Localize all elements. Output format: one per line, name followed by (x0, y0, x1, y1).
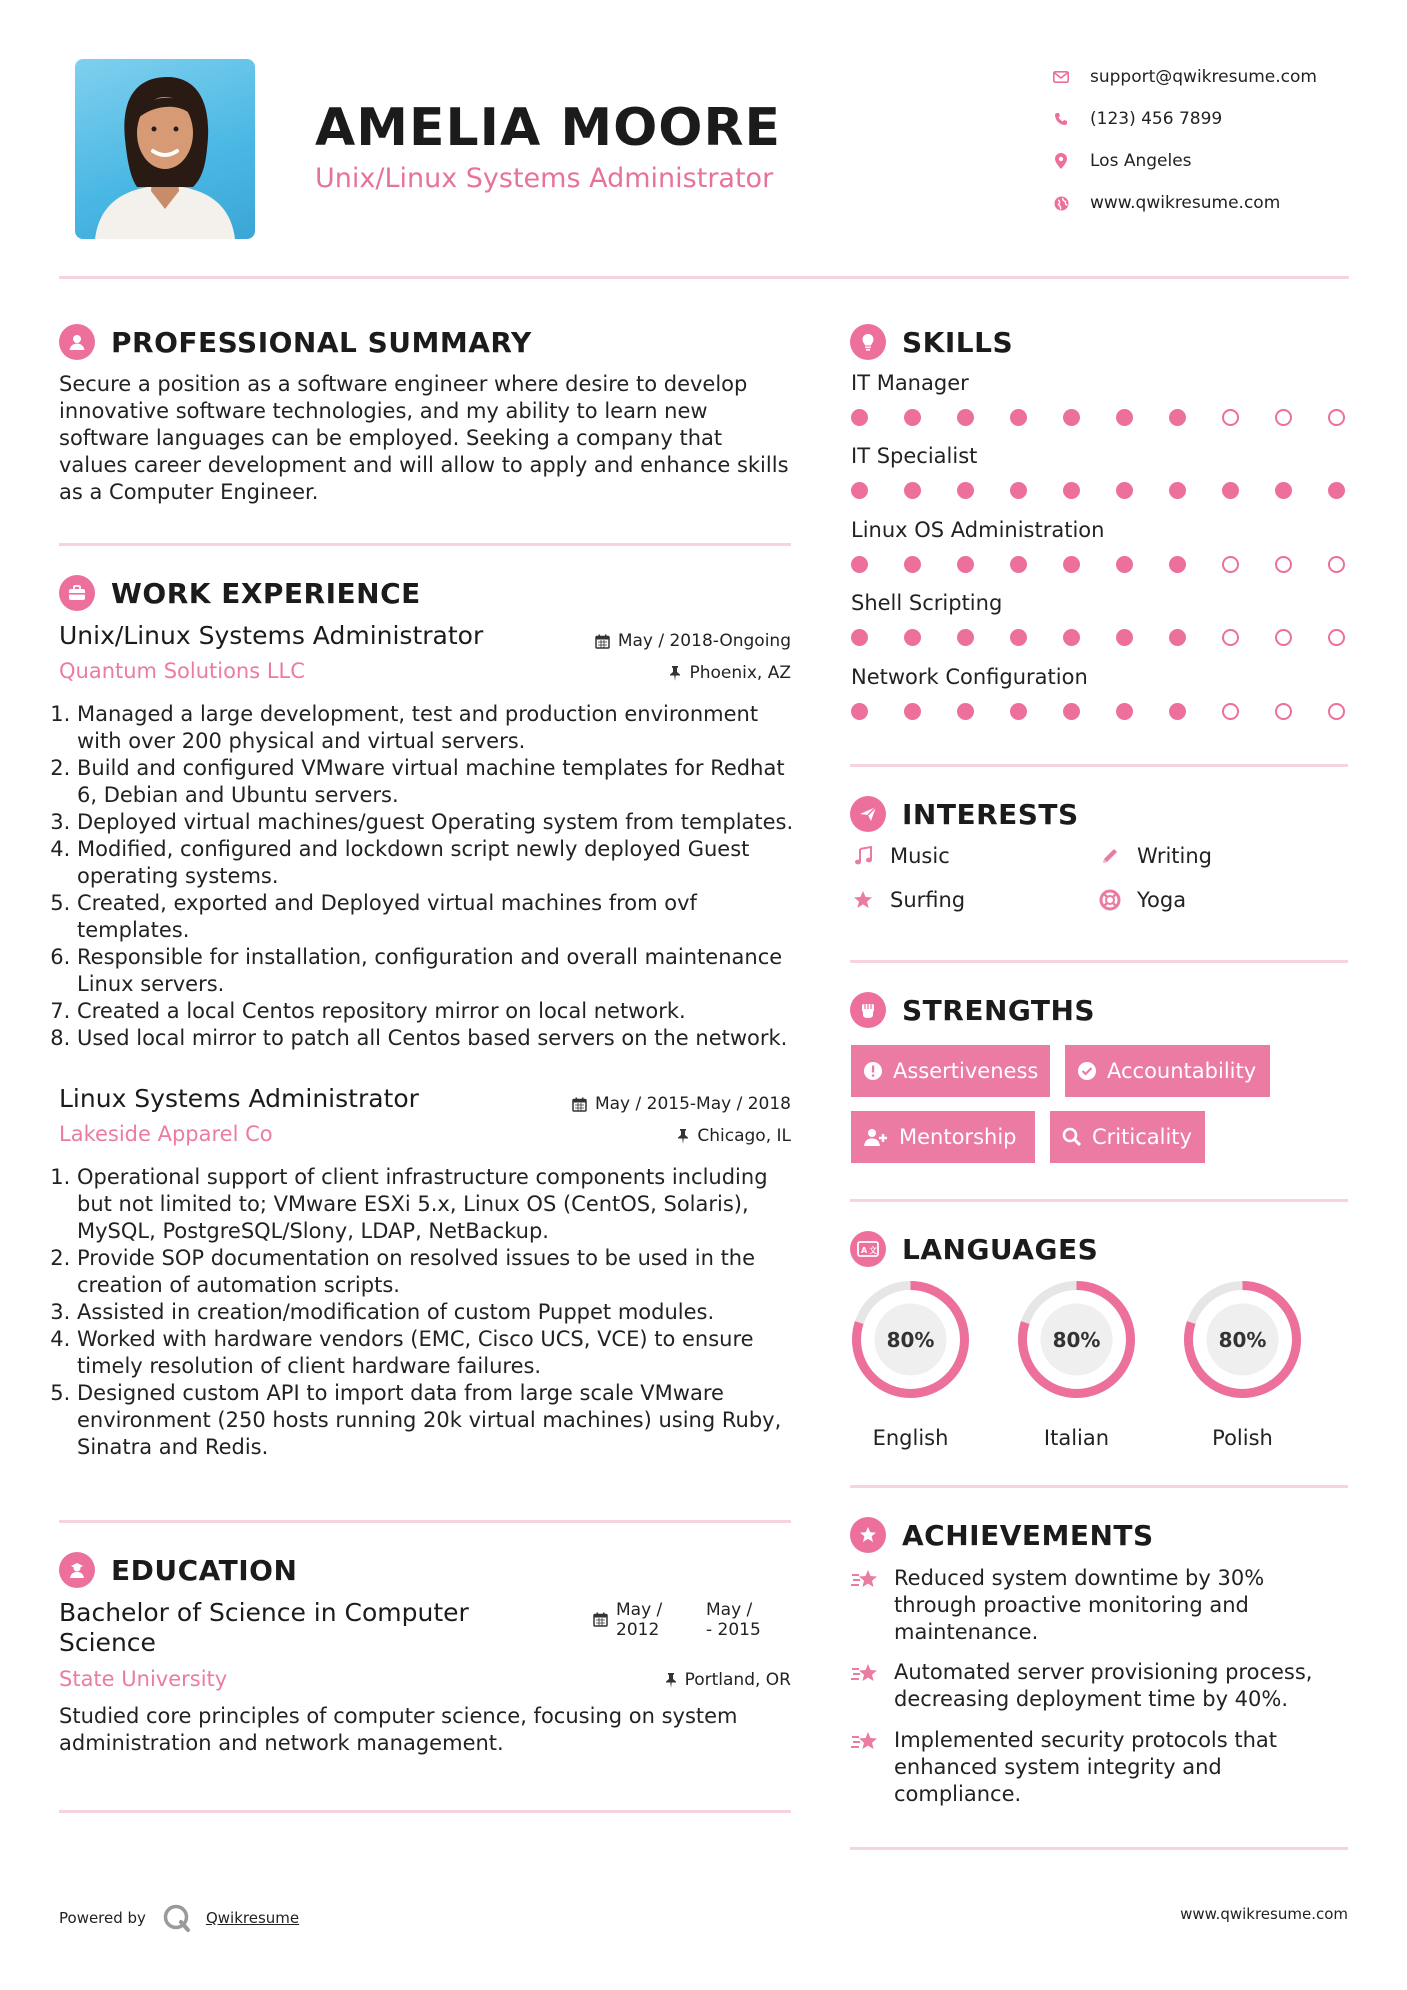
user-icon (59, 324, 95, 360)
briefcase-icon (59, 575, 95, 611)
interests-heading (850, 796, 1079, 832)
list-item: 1. Managed a large development, test and production environment with over 200 physical and virtual servers. (77, 701, 799, 755)
music-note-icon (850, 846, 876, 866)
strength-criticality-label: Criticality (1092, 1125, 1192, 1149)
skill-dot (851, 482, 868, 499)
skill-dot (957, 409, 974, 426)
skill-dot (1063, 409, 1080, 426)
job-1-company: Quantum Solutions LLC (59, 659, 305, 683)
job-2-location (677, 1126, 791, 1146)
contact-email[interactable] (1050, 56, 1317, 98)
list-item: 1. Operational support of client infrastructure components including but not limited to; VMware ESXi 5.x, Linux OS (CentOS, Solaris), MySQL, PostgreSQL/Slony, LDAP, NetBackup. (77, 1164, 799, 1245)
language-italian-percent: 80% (1052, 1328, 1101, 1352)
contact-phone-text: (123) 456 7899 (1090, 109, 1223, 129)
list-item: 2. Provide SOP documentation on resolved issues to be used in the creation of automation scripts. (77, 1245, 799, 1299)
interest-writing-label: Writing (1137, 844, 1212, 868)
skill-dot (1275, 703, 1292, 720)
fist-icon (850, 992, 886, 1028)
lifebuoy-icon (1097, 889, 1123, 911)
skill-dot (957, 482, 974, 499)
graduation-icon (59, 1552, 95, 1588)
skill-dot (1222, 482, 1239, 499)
skill-dot (904, 629, 921, 646)
achievement-3-text: Implemented security protocols that enhanced system integrity and compliance. (894, 1728, 1278, 1806)
skill-dot (851, 629, 868, 646)
skill-dot (957, 703, 974, 720)
languages-title: LANGUAGES (902, 1232, 1099, 1266)
pushpin-icon (669, 666, 681, 681)
profile-photo (75, 59, 255, 239)
skill-dot (1010, 629, 1027, 646)
pushpin-icon (665, 1673, 677, 1688)
skill-dot (1010, 482, 1027, 499)
skill-dot (1328, 629, 1345, 646)
language-polish-ring (1180, 1277, 1305, 1402)
language-polish-percent: 80% (1218, 1328, 1267, 1352)
strength-accountability-label: Accountability (1107, 1059, 1257, 1083)
header-divider (59, 276, 1349, 279)
skill-2-name: IT Specialist (851, 444, 978, 468)
experience-title: WORK EXPERIENCE (111, 576, 421, 610)
skill-dot (1169, 629, 1186, 646)
achievement-1 (850, 1565, 1330, 1646)
candidate-role: Unix/Linux Systems Administrator (315, 163, 774, 194)
skill-dot (1169, 556, 1186, 573)
job-2-location-text: Chicago, IL (697, 1126, 791, 1146)
achievements-heading (850, 1517, 1154, 1553)
interest-music (850, 844, 950, 868)
job-2-title: Linux Systems Administrator (59, 1084, 419, 1113)
translate-icon (850, 1231, 886, 1267)
skill-dot (1222, 629, 1239, 646)
powered-by-text: Powered by (59, 1909, 146, 1927)
education-date-end (706, 1600, 761, 1640)
education-start-month: May / (616, 1600, 663, 1620)
skills-title: SKILLS (902, 325, 1014, 359)
language-english (848, 1277, 973, 1450)
education-location (665, 1670, 791, 1690)
language-english-percent: 80% (886, 1328, 935, 1352)
globe-icon (1050, 192, 1072, 214)
list-item: 8. Used local mirror to patch all Centos based servers on the network. (77, 1025, 799, 1052)
job-1-location-text: Phoenix, AZ (689, 663, 791, 683)
skill-dot (957, 629, 974, 646)
school-name: State University (59, 1667, 228, 1691)
list-item: 5. Created, exported and Deployed virtual machines from ovf templates. (77, 890, 799, 944)
strength-mentorship (851, 1111, 1035, 1163)
contact-location-text: Los Angeles (1090, 151, 1192, 171)
calendar-icon (572, 1097, 587, 1112)
language-english-ring (848, 1277, 973, 1402)
skill-dot (1222, 556, 1239, 573)
skill-dot (1275, 409, 1292, 426)
skill-dot (1222, 703, 1239, 720)
star-badge-icon (850, 1517, 886, 1553)
strength-assertiveness-label: Assertiveness (893, 1059, 1039, 1083)
skill-dot (1063, 629, 1080, 646)
skill-3-name: Linux OS Administration (851, 518, 1105, 542)
achievement-1-text: Reduced system downtime by 30% through proactive monitoring and maintenance. (894, 1566, 1265, 1644)
user-plus-icon (863, 1127, 889, 1147)
svg-text:A: A (861, 1246, 868, 1255)
education-heading (59, 1552, 297, 1588)
skill-4-name: Shell Scripting (851, 591, 1003, 615)
language-polish (1180, 1277, 1305, 1450)
experience-heading (59, 575, 421, 611)
skill-dot (1063, 703, 1080, 720)
experience-divider (59, 1520, 791, 1523)
shooting-star-icon (850, 1727, 882, 1808)
education-divider (59, 1810, 791, 1813)
job-1-location (669, 663, 791, 683)
footer-powered-by (59, 1903, 299, 1933)
achievement-3 (850, 1727, 1330, 1808)
education-end-year: - 2015 (706, 1620, 761, 1640)
lightbulb-icon (850, 324, 886, 360)
skill-dot (1010, 703, 1027, 720)
skill-dot (1063, 556, 1080, 573)
skill-dot (904, 703, 921, 720)
education-location-text: Portland, OR (684, 1670, 791, 1690)
skill-1-name: IT Manager (851, 371, 969, 395)
interest-surfing (850, 888, 965, 912)
skill-dot (1116, 629, 1133, 646)
skill-2-rating (851, 482, 1345, 499)
job-1-date (595, 631, 791, 651)
summary-divider (59, 543, 791, 546)
education-end-month: May / (706, 1600, 753, 1620)
skill-3-rating (851, 556, 1345, 573)
phone-icon (1050, 108, 1072, 130)
svg-text:文: 文 (869, 1246, 878, 1255)
contact-list (1050, 56, 1317, 224)
skill-dot (904, 556, 921, 573)
job-1-responsibilities (59, 701, 799, 1052)
job-1-date-text: May / 2018-Ongoing (617, 631, 791, 651)
job-1-title: Unix/Linux Systems Administrator (59, 621, 484, 650)
degree-title (59, 1598, 469, 1658)
pencil-icon (1097, 846, 1123, 866)
languages-divider (850, 1485, 1348, 1488)
paper-plane-icon (850, 796, 886, 832)
achievements-title: ACHIEVEMENTS (902, 1518, 1154, 1552)
list-item: 3. Assisted in creation/modification of custom Puppet modules. (77, 1299, 799, 1326)
skill-dot (1116, 482, 1133, 499)
language-italian-name: Italian (1043, 1426, 1110, 1450)
skill-dot (1116, 703, 1133, 720)
exclamation-circle-icon (863, 1061, 883, 1081)
list-item: 2. Build and configured VMware virtual machine templates for Redhat 6, Debian and Ubuntu servers. (77, 755, 799, 809)
job-2-company: Lakeside Apparel Co (59, 1122, 273, 1146)
list-item: 3. Deployed virtual machines/guest Operating system from templates. (77, 809, 799, 836)
shooting-star-icon (850, 1659, 882, 1713)
skill-dot (851, 703, 868, 720)
interests-divider (850, 960, 1348, 963)
education-start-year: 2012 (616, 1620, 660, 1640)
summary-title: PROFESSIONAL SUMMARY (111, 325, 532, 359)
contact-email-text: support@qwikresume.com (1090, 67, 1317, 87)
qwikresume-logo-icon (162, 1903, 192, 1933)
search-icon (1062, 1127, 1082, 1147)
interests-title: INTERESTS (902, 797, 1079, 831)
job-2-date-text: May / 2015-May / 2018 (594, 1094, 791, 1114)
skill-dot (851, 556, 868, 573)
strengths-title: STRENGTHS (902, 993, 1096, 1027)
list-item: 6. Responsible for installation, configuration and overall maintenance Linux servers. (77, 944, 799, 998)
skill-dot (1328, 703, 1345, 720)
interest-music-label: Music (890, 844, 950, 868)
skill-dot (1328, 556, 1345, 573)
skill-dot (1275, 556, 1292, 573)
skill-dot (1116, 409, 1133, 426)
strength-mentorship-label: Mentorship (899, 1125, 1017, 1149)
languages-heading (850, 1231, 1098, 1267)
star-icon (850, 890, 876, 910)
skill-5-name: Network Configuration (851, 665, 1088, 689)
profile-photo-illustration (75, 59, 255, 239)
skill-dot (1222, 409, 1239, 426)
list-item: 5. Designed custom API to import data from large scale VMware environment (250 hosts running 20k virtual machines) using Ruby, Sinatra and Redis. (77, 1380, 799, 1461)
strength-criticality (1050, 1111, 1205, 1163)
check-circle-icon (1077, 1061, 1097, 1081)
skill-dot (851, 409, 868, 426)
location-pin-icon (1050, 150, 1072, 172)
skill-dot (1169, 409, 1186, 426)
skill-dot (1328, 409, 1345, 426)
calendar-icon (595, 634, 610, 649)
strengths-divider (850, 1199, 1348, 1202)
achievement-2 (850, 1659, 1330, 1713)
interest-writing (1097, 844, 1212, 868)
contact-location (1050, 140, 1317, 182)
summary-text: Secure a position as a software engineer where desire to develop innovative software technologies, and my ability to learn new software languages can be employed. Seeking a company that values career development and will allow to apply and enhance skills as a Computer Engineer. (59, 372, 789, 504)
education-description: Studied core principles of computer science, focusing on system administration and network management. (59, 1704, 738, 1755)
footer-site-link[interactable]: www.qwikresume.com (1180, 1905, 1348, 1923)
skill-dot (1328, 482, 1345, 499)
language-italian (1014, 1277, 1139, 1450)
calendar-icon (593, 1612, 608, 1627)
skill-dot (904, 409, 921, 426)
interest-yoga (1097, 888, 1186, 912)
interest-surfing-label: Surfing (890, 888, 966, 912)
interest-yoga-label: Yoga (1137, 888, 1187, 912)
footer-brand-link[interactable]: Qwikresume (205, 1909, 300, 1927)
skill-dot (957, 556, 974, 573)
degree-line-1: Bachelor of Science in Computer (59, 1598, 469, 1627)
skill-dot (1275, 629, 1292, 646)
strength-assertiveness (851, 1045, 1050, 1097)
skill-dot (1169, 703, 1186, 720)
list-item: 4. Worked with hardware vendors (EMC, Cisco UCS, VCE) to ensure timely resolution of client hardware failures. (77, 1326, 799, 1380)
achievement-2-text: Automated server provisioning process, decreasing deployment time by 40%. (894, 1660, 1313, 1711)
skill-dot (1063, 482, 1080, 499)
skill-5-rating (851, 703, 1345, 720)
job-2-responsibilities (59, 1164, 799, 1461)
degree-line-2: Science (59, 1628, 156, 1657)
contact-website[interactable] (1050, 182, 1317, 224)
skill-dot (1010, 409, 1027, 426)
summary-heading (59, 324, 532, 360)
education-title: EDUCATION (111, 1553, 298, 1587)
strength-accountability (1065, 1045, 1270, 1097)
skills-divider (850, 764, 1348, 767)
shooting-star-icon (850, 1565, 882, 1646)
list-item: 4. Modified, configured and lockdown script newly deployed Guest operating systems. (77, 836, 799, 890)
language-english-name: English (872, 1426, 949, 1450)
pushpin-icon (677, 1129, 689, 1144)
achievements-divider (850, 1847, 1348, 1850)
skill-4-rating (851, 629, 1345, 646)
contact-website-text: www.qwikresume.com (1090, 193, 1281, 213)
list-item: 7. Created a local Centos repository mirror on local network. (77, 998, 799, 1025)
language-italian-ring (1014, 1277, 1139, 1402)
skill-1-rating (851, 409, 1345, 426)
skills-heading (850, 324, 1013, 360)
skill-dot (1116, 556, 1133, 573)
contact-phone[interactable] (1050, 98, 1317, 140)
candidate-name: AMELIA MOORE (315, 98, 782, 158)
skill-dot (1169, 482, 1186, 499)
language-polish-name: Polish (1212, 1426, 1273, 1450)
education-date-start (616, 1600, 706, 1640)
job-2-date (572, 1094, 791, 1114)
skill-dot (904, 482, 921, 499)
skill-dot (1010, 556, 1027, 573)
skill-dot (1275, 482, 1292, 499)
strengths-heading (850, 992, 1095, 1028)
education-date (593, 1600, 761, 1640)
envelope-icon (1050, 66, 1072, 88)
